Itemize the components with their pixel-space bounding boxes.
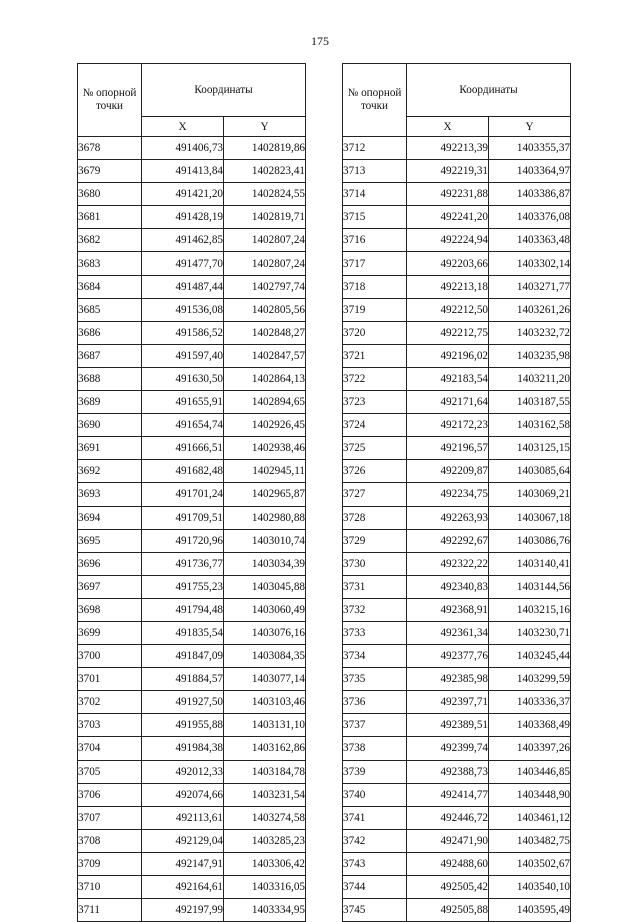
- page-number: 175: [311, 34, 329, 48]
- y-coordinate-cell: 1403131,10: [224, 714, 306, 737]
- y-coordinate-cell: 1402819,86: [224, 137, 306, 160]
- table-row: [343, 691, 571, 714]
- x-coordinate-cell: 491413,84: [142, 160, 224, 183]
- coordinates-header: Координаты: [407, 64, 571, 117]
- point-number-cell: 3711: [78, 899, 142, 922]
- y-coordinate-cell: 1403103,46: [224, 691, 306, 714]
- x-coordinate-cell: 492213,39: [407, 137, 489, 160]
- x-coordinate-cell: 492012,33: [142, 760, 224, 783]
- x-coordinate-cell: 492446,72: [407, 806, 489, 829]
- x-coordinate-cell: 492074,66: [142, 783, 224, 806]
- y-coordinate-cell: 1403086,76: [489, 529, 571, 552]
- point-number-cell: 3721: [343, 344, 407, 367]
- x-header: X: [142, 117, 224, 137]
- point-number-cell: 3678: [78, 137, 142, 160]
- table-row: [78, 137, 306, 160]
- y-header: Y: [489, 117, 571, 137]
- point-number-cell: 3740: [343, 783, 407, 806]
- y-coordinate-cell: 1403084,35: [224, 645, 306, 668]
- point-number-cell: 3742: [343, 829, 407, 852]
- y-coordinate-cell: 1402824,55: [224, 183, 306, 206]
- point-number-cell: 3731: [343, 575, 407, 598]
- x-coordinate-cell: 492231,88: [407, 183, 489, 206]
- y-coordinate-cell: 1403034,39: [224, 552, 306, 575]
- x-coordinate-cell: 491847,09: [142, 645, 224, 668]
- y-coordinate-cell: 1403363,48: [489, 229, 571, 252]
- x-coordinate-cell: 492368,91: [407, 598, 489, 621]
- point-number-cell: 3737: [343, 714, 407, 737]
- coordinates-table-right: [342, 63, 571, 922]
- table-row: [78, 483, 306, 506]
- point-number-cell: 3728: [343, 506, 407, 529]
- table-row: [78, 876, 306, 899]
- point-number-cell: 3695: [78, 529, 142, 552]
- y-coordinate-cell: 1402847,57: [224, 344, 306, 367]
- x-coordinate-cell: 492209,87: [407, 460, 489, 483]
- table-row: [78, 714, 306, 737]
- table-row: [78, 252, 306, 275]
- y-coordinate-cell: 1402819,71: [224, 206, 306, 229]
- x-coordinate-cell: 492129,04: [142, 829, 224, 852]
- y-coordinate-cell: 1403085,64: [489, 460, 571, 483]
- x-coordinate-cell: 492389,51: [407, 714, 489, 737]
- table-row: [78, 645, 306, 668]
- x-coordinate-cell: 491709,51: [142, 506, 224, 529]
- y-coordinate-cell: 1403245,44: [489, 645, 571, 668]
- y-coordinate-cell: 1402938,46: [224, 437, 306, 460]
- point-number-cell: 3715: [343, 206, 407, 229]
- x-coordinate-cell: 492397,71: [407, 691, 489, 714]
- point-number-cell: 3743: [343, 852, 407, 875]
- table-row: [343, 298, 571, 321]
- table-row: [343, 575, 571, 598]
- table-row: [343, 437, 571, 460]
- x-coordinate-cell: 491487,44: [142, 275, 224, 298]
- x-coordinate-cell: 492399,74: [407, 737, 489, 760]
- x-coordinate-cell: 491597,40: [142, 344, 224, 367]
- table-row: [78, 852, 306, 875]
- point-number-cell: 3700: [78, 645, 142, 668]
- x-coordinate-cell: 491955,88: [142, 714, 224, 737]
- y-coordinate-cell: 1402926,45: [224, 414, 306, 437]
- point-number-cell: 3707: [78, 806, 142, 829]
- x-coordinate-cell: 491720,96: [142, 529, 224, 552]
- y-coordinate-cell: 1403540,10: [489, 876, 571, 899]
- x-coordinate-cell: 491654,74: [142, 414, 224, 437]
- table-row: [78, 367, 306, 390]
- y-coordinate-cell: 1403140,41: [489, 552, 571, 575]
- y-coordinate-cell: 1402797,74: [224, 275, 306, 298]
- table-row: [78, 391, 306, 414]
- point-number-cell: 3701: [78, 668, 142, 691]
- point-number-cell: 3708: [78, 829, 142, 852]
- x-coordinate-cell: 491927,50: [142, 691, 224, 714]
- y-coordinate-cell: 1403010,74: [224, 529, 306, 552]
- x-coordinate-cell: 492488,60: [407, 852, 489, 875]
- table-row: [343, 645, 571, 668]
- x-coordinate-cell: 491536,08: [142, 298, 224, 321]
- table-row: [78, 621, 306, 644]
- x-coordinate-cell: 492471,90: [407, 829, 489, 852]
- table-row: [343, 714, 571, 737]
- x-coordinate-cell: 492385,98: [407, 668, 489, 691]
- x-coordinate-cell: 492388,73: [407, 760, 489, 783]
- table-row: [343, 760, 571, 783]
- point-number-cell: 3685: [78, 298, 142, 321]
- table-row: [343, 829, 571, 852]
- point-number-cell: 3702: [78, 691, 142, 714]
- y-coordinate-cell: 1403306,42: [224, 852, 306, 875]
- y-coordinate-cell: 1403482,75: [489, 829, 571, 852]
- y-coordinate-cell: 1403386,87: [489, 183, 571, 206]
- point-number-cell: 3703: [78, 714, 142, 737]
- table-row: [78, 552, 306, 575]
- point-number-cell: 3682: [78, 229, 142, 252]
- table-row: [78, 598, 306, 621]
- table-row: [343, 137, 571, 160]
- x-coordinate-cell: 492219,31: [407, 160, 489, 183]
- x-coordinate-cell: 491835,54: [142, 621, 224, 644]
- y-coordinate-cell: 1402864,13: [224, 367, 306, 390]
- x-coordinate-cell: 492340,83: [407, 575, 489, 598]
- table-row: [343, 598, 571, 621]
- x-coordinate-cell: 492414,77: [407, 783, 489, 806]
- y-coordinate-cell: 1403162,58: [489, 414, 571, 437]
- x-coordinate-cell: 492377,76: [407, 645, 489, 668]
- x-coordinate-cell: 491755,23: [142, 575, 224, 598]
- y-coordinate-cell: 1402894,65: [224, 391, 306, 414]
- point-number-cell: 3692: [78, 460, 142, 483]
- y-coordinate-cell: 1403125,15: [489, 437, 571, 460]
- y-coordinate-cell: 1403144,56: [489, 575, 571, 598]
- y-coordinate-cell: 1403211,20: [489, 367, 571, 390]
- y-coordinate-cell: 1403448,90: [489, 783, 571, 806]
- table-row: [343, 344, 571, 367]
- table-row: [343, 206, 571, 229]
- y-coordinate-cell: 1403355,37: [489, 137, 571, 160]
- point-number-cell: 3687: [78, 344, 142, 367]
- table-row: [78, 783, 306, 806]
- y-coordinate-cell: 1402848,27: [224, 321, 306, 344]
- point-number-cell: 3699: [78, 621, 142, 644]
- point-number-cell: 3712: [343, 137, 407, 160]
- x-coordinate-cell: 492113,61: [142, 806, 224, 829]
- table-row: [78, 344, 306, 367]
- x-coordinate-cell: 491884,57: [142, 668, 224, 691]
- point-number-cell: 3726: [343, 460, 407, 483]
- table-row: [343, 668, 571, 691]
- y-coordinate-cell: 1403261,26: [489, 298, 571, 321]
- point-number-cell: 3723: [343, 391, 407, 414]
- point-number-cell: 3713: [343, 160, 407, 183]
- point-number-cell: 3722: [343, 367, 407, 390]
- table-row: [343, 183, 571, 206]
- table-row: [343, 367, 571, 390]
- x-coordinate-cell: 492505,42: [407, 876, 489, 899]
- y-coordinate-cell: 1403376,08: [489, 206, 571, 229]
- table-row: [78, 668, 306, 691]
- x-coordinate-cell: 491701,24: [142, 483, 224, 506]
- x-coordinate-cell: 492361,34: [407, 621, 489, 644]
- table-row: [343, 506, 571, 529]
- point-number-cell: 3680: [78, 183, 142, 206]
- table-row: [343, 783, 571, 806]
- table-row: [343, 852, 571, 875]
- point-number-cell: 3691: [78, 437, 142, 460]
- x-coordinate-cell: 492164,61: [142, 876, 224, 899]
- coordinates-header: Координаты: [142, 64, 306, 117]
- y-coordinate-cell: 1403060,49: [224, 598, 306, 621]
- point-number-cell: 3736: [343, 691, 407, 714]
- table-row: [78, 229, 306, 252]
- y-coordinate-cell: 1403334,95: [224, 899, 306, 922]
- x-header: X: [407, 117, 489, 137]
- point-number-cell: 3734: [343, 645, 407, 668]
- table-row: [78, 183, 306, 206]
- y-coordinate-cell: 1403397,26: [489, 737, 571, 760]
- table-row: [343, 552, 571, 575]
- table-body-right: [343, 137, 571, 922]
- x-coordinate-cell: 491630,50: [142, 367, 224, 390]
- y-header: Y: [224, 117, 306, 137]
- x-coordinate-cell: 492212,50: [407, 298, 489, 321]
- point-number-cell: 3716: [343, 229, 407, 252]
- y-coordinate-cell: 1402945,11: [224, 460, 306, 483]
- table-row: [343, 806, 571, 829]
- y-coordinate-cell: 1403215,16: [489, 598, 571, 621]
- point-number-cell: 3710: [78, 876, 142, 899]
- x-coordinate-cell: 492171,64: [407, 391, 489, 414]
- table-row: [343, 737, 571, 760]
- y-coordinate-cell: 1402807,24: [224, 252, 306, 275]
- table-row: [78, 737, 306, 760]
- table-row: [343, 621, 571, 644]
- point-number-cell: 3718: [343, 275, 407, 298]
- x-coordinate-cell: 491682,48: [142, 460, 224, 483]
- table-row: [343, 899, 571, 922]
- x-coordinate-cell: 491655,91: [142, 391, 224, 414]
- point-number-cell: 3698: [78, 598, 142, 621]
- table-row: [78, 460, 306, 483]
- table-row: [343, 391, 571, 414]
- y-coordinate-cell: 1403077,14: [224, 668, 306, 691]
- table-row: [78, 691, 306, 714]
- y-coordinate-cell: 1403231,54: [224, 783, 306, 806]
- point-number-cell: 3745: [343, 899, 407, 922]
- y-coordinate-cell: 1403069,21: [489, 483, 571, 506]
- y-coordinate-cell: 1403299,59: [489, 668, 571, 691]
- point-number-cell: 3689: [78, 391, 142, 414]
- y-coordinate-cell: 1403067,18: [489, 506, 571, 529]
- point-number-cell: 3732: [343, 598, 407, 621]
- y-coordinate-cell: 1403076,16: [224, 621, 306, 644]
- x-coordinate-cell: 492196,57: [407, 437, 489, 460]
- table-row: [78, 760, 306, 783]
- point-number-cell: 3688: [78, 367, 142, 390]
- y-coordinate-cell: 1402805,56: [224, 298, 306, 321]
- x-coordinate-cell: 492212,75: [407, 321, 489, 344]
- table-row: [78, 437, 306, 460]
- point-number-cell: 3729: [343, 529, 407, 552]
- table-row: [78, 806, 306, 829]
- table-row: [343, 414, 571, 437]
- x-coordinate-cell: 492203,66: [407, 252, 489, 275]
- x-coordinate-cell: 491666,51: [142, 437, 224, 460]
- point-number-cell: 3725: [343, 437, 407, 460]
- table-row: [78, 298, 306, 321]
- point-number-cell: 3704: [78, 737, 142, 760]
- table-row: [343, 529, 571, 552]
- point-number-cell: 3705: [78, 760, 142, 783]
- point-number-cell: 3744: [343, 876, 407, 899]
- table-row: [343, 321, 571, 344]
- x-coordinate-cell: 492197,99: [142, 899, 224, 922]
- point-number-cell: 3681: [78, 206, 142, 229]
- point-number-cell: 3696: [78, 552, 142, 575]
- table-row: [343, 483, 571, 506]
- y-coordinate-cell: 1403302,14: [489, 252, 571, 275]
- y-coordinate-cell: 1403187,55: [489, 391, 571, 414]
- x-coordinate-cell: 492196,02: [407, 344, 489, 367]
- point-number-cell: 3717: [343, 252, 407, 275]
- point-number-header: № опорной точки: [343, 64, 407, 137]
- table-row: [78, 414, 306, 437]
- table-row: [78, 829, 306, 852]
- point-number-header: № опорной точки: [78, 64, 142, 137]
- x-coordinate-cell: 491428,19: [142, 206, 224, 229]
- y-coordinate-cell: 1403230,71: [489, 621, 571, 644]
- y-coordinate-cell: 1403235,98: [489, 344, 571, 367]
- y-coordinate-cell: 1403368,49: [489, 714, 571, 737]
- table-row: [78, 575, 306, 598]
- y-coordinate-cell: 1403461,12: [489, 806, 571, 829]
- point-number-cell: 3697: [78, 575, 142, 598]
- x-coordinate-cell: 492213,18: [407, 275, 489, 298]
- table-row: [78, 899, 306, 922]
- x-coordinate-cell: 491736,77: [142, 552, 224, 575]
- y-coordinate-cell: 1403232,72: [489, 321, 571, 344]
- table-row: [343, 876, 571, 899]
- point-number-cell: 3735: [343, 668, 407, 691]
- y-coordinate-cell: 1403364,97: [489, 160, 571, 183]
- y-coordinate-cell: 1403316,05: [224, 876, 306, 899]
- y-coordinate-cell: 1403271,77: [489, 275, 571, 298]
- x-coordinate-cell: 492183,54: [407, 367, 489, 390]
- point-number-cell: 3741: [343, 806, 407, 829]
- x-coordinate-cell: 491984,38: [142, 737, 224, 760]
- table-row: [78, 529, 306, 552]
- x-coordinate-cell: 492172,23: [407, 414, 489, 437]
- y-coordinate-cell: 1402965,87: [224, 483, 306, 506]
- y-coordinate-cell: 1403285,23: [224, 829, 306, 852]
- x-coordinate-cell: 492147,91: [142, 852, 224, 875]
- y-coordinate-cell: 1403184,78: [224, 760, 306, 783]
- point-number-cell: 3694: [78, 506, 142, 529]
- x-coordinate-cell: 491477,70: [142, 252, 224, 275]
- x-coordinate-cell: 492292,67: [407, 529, 489, 552]
- y-coordinate-cell: 1403595,49: [489, 899, 571, 922]
- y-coordinate-cell: 1403162,86: [224, 737, 306, 760]
- point-number-cell: 3709: [78, 852, 142, 875]
- x-coordinate-cell: 492505,88: [407, 899, 489, 922]
- y-coordinate-cell: 1403502,67: [489, 852, 571, 875]
- table-row: [78, 506, 306, 529]
- table-row: [78, 206, 306, 229]
- x-coordinate-cell: 491586,52: [142, 321, 224, 344]
- point-number-cell: 3724: [343, 414, 407, 437]
- point-number-cell: 3714: [343, 183, 407, 206]
- table-row: [78, 275, 306, 298]
- x-coordinate-cell: 492263,93: [407, 506, 489, 529]
- point-number-cell: 3720: [343, 321, 407, 344]
- y-coordinate-cell: 1402807,24: [224, 229, 306, 252]
- coordinates-table-left: [77, 63, 306, 922]
- y-coordinate-cell: 1403274,58: [224, 806, 306, 829]
- point-number-cell: 3686: [78, 321, 142, 344]
- x-coordinate-cell: 492234,75: [407, 483, 489, 506]
- point-number-cell: 3733: [343, 621, 407, 644]
- table-row: [343, 275, 571, 298]
- point-number-cell: 3739: [343, 760, 407, 783]
- point-number-cell: 3738: [343, 737, 407, 760]
- x-coordinate-cell: 492224,94: [407, 229, 489, 252]
- table-row: [343, 229, 571, 252]
- point-number-cell: 3727: [343, 483, 407, 506]
- table-row: [78, 321, 306, 344]
- x-coordinate-cell: 491406,73: [142, 137, 224, 160]
- point-number-cell: 3679: [78, 160, 142, 183]
- point-number-cell: 3684: [78, 275, 142, 298]
- x-coordinate-cell: 492322,22: [407, 552, 489, 575]
- point-number-cell: 3683: [78, 252, 142, 275]
- table-row: [343, 160, 571, 183]
- x-coordinate-cell: 491421,20: [142, 183, 224, 206]
- y-coordinate-cell: 1402823,41: [224, 160, 306, 183]
- point-number-cell: 3706: [78, 783, 142, 806]
- table-row: [343, 252, 571, 275]
- x-coordinate-cell: 492241,20: [407, 206, 489, 229]
- point-number-cell: 3693: [78, 483, 142, 506]
- point-number-cell: 3730: [343, 552, 407, 575]
- y-coordinate-cell: 1403045,88: [224, 575, 306, 598]
- table-row: [78, 160, 306, 183]
- y-coordinate-cell: 1403446,85: [489, 760, 571, 783]
- y-coordinate-cell: 1403336,37: [489, 691, 571, 714]
- x-coordinate-cell: 491794,48: [142, 598, 224, 621]
- x-coordinate-cell: 491462,85: [142, 229, 224, 252]
- point-number-cell: 3690: [78, 414, 142, 437]
- y-coordinate-cell: 1402980,88: [224, 506, 306, 529]
- table-body-left: [78, 137, 306, 922]
- table-row: [343, 460, 571, 483]
- point-number-cell: 3719: [343, 298, 407, 321]
